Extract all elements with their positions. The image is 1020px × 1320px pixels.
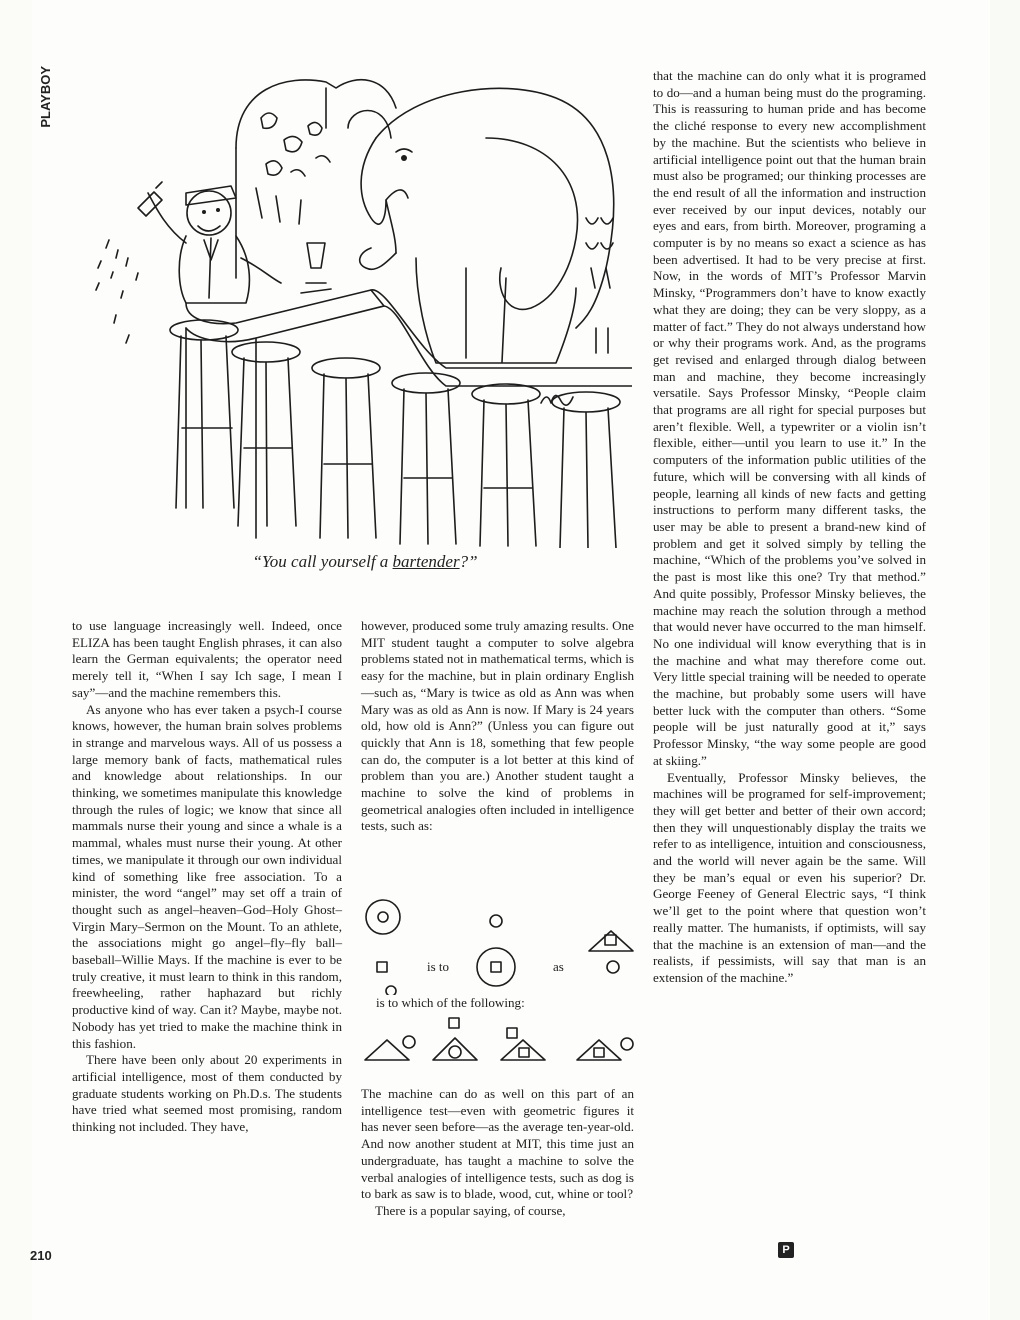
page-left-margin (0, 0, 32, 1320)
analogy-triangle (589, 931, 633, 951)
paragraph: that the machine can do only what it is programed to do—and a human being must do the programing. This is reassuring to human pride and has become the cliché response to every new accomplishment by the machine. But the scientists who believe in artificial intelligence point out that the human brain must also be programed; our thinking processes are the end result of all the information and instruction ever received by our input devices, notably our eyes and ears, from birth. Moreover, programing a computer is by no means so exact a science as has been advertised. It had to be very precise at first. Now, in the words of MIT’s Professor Marvin Minsky, “Programmers don’t have to know exactly what they are doing; they can be very sloppy, as a matter of fact.” They do not always understand how or why their programs work. And, as the programs get revised and enlarged through dialog between man and machine, they become increasingly versatile. Says Professor Minsky, “People claim that programs are all right for special purposes but aren’t flexible. Well, a typewriter or a violin isn’t flexible, either—until you learn to use it.” In the computers of the information public utilities of the future, which will be conversing with all kinds of people, learning all kinds of new facts and getting instructions to perform many different tasks, the user may be able to present a brand-new kind of problem and get it solved simply by telling the machine, “Which of the problems you’ve solved in the past is most like this one? Try that method.” And quite possibly, Professor Minsky believes, the machine may reach the solution through a method that would never have occurred to the man himself. No one individual will know everything that is in the machine and what may therefore come out. Very little special training will be needed to operate the machine, but probably some users will have better luck with the computer than others. “Some people will be just naturally good at it,” says Professor Minsky, “the way some people are good at skiing.” (653, 68, 926, 768)
text-column-2-bottom (361, 1086, 634, 1220)
page-number: 210 (30, 1248, 52, 1263)
paragraph: As anyone who has ever taken a psych-I course knows, however, the human brain solves problems in strange and marvelous ways. All of us possess a large memory bank of facts, mathematical rules and knowledge about relationships. In our thinking, we sometimes manipulate this knowledge through the rules of logic; we know that since all mammals nurse their young and since a whale is a mammal, whales must nurse their young. At other times, we manipulate it through our own individual kind of something like free association. To a minister, the word “angel” may set off a train of thought such as angel–heaven–God–Holy Ghost–Virgin Mary–Sermon on the Mount. To an athlete, the associations might go angel–fly–fly ball–baseball–Willie Mays. If the machine is ever to be truly creative, it must learn to think in this random, freewheeling, rather haphazard but richly productive kind of way. Can it? Maybe, maybe not. Nobody has yet tried to make the machine think in this fashion. (72, 701, 342, 1051)
playboy-end-mark-icon: P (778, 1242, 794, 1258)
answer-option-3 (501, 1028, 545, 1060)
paragraph: however, produced some truly amazing results. One MIT student taught a computer to solve algebra problems stated not in mathematical terms, which is easy for the machine, but in plain ordinary English—such as, “Mary is twice as old as Ann was when Mary was as old as Ann is now. If Mary is 24 years old, how old is Ann?” (Unless you can figure out quickly that Ann is 18, something that few people can do, the computer is a lot better at this kind of problem than you are.) Another student taught a machine to solve the kind of problems in geometrical analogies often included in intelligence tests, such as: (361, 618, 634, 834)
paragraph: Eventually, Professor Minsky believes, the machines will be programed for self-improvement; they will get better and better of their own accord; then they will unquestionably display the traits we refer to as intelligence, intuition and consciousness, and the world will never again be the same. Will they be man’s equal or even his superior? Dr. George Feeney of General Electric says, “I think we’ll get to the point where that question won’t really matter. The humanists, if optimists, will say that the machine is an extension of man—and the realists, if pessimists, will say that man is an extension of the machine.” (653, 769, 926, 985)
masthead: PLAYBOY (38, 66, 53, 128)
analogy-circle-small (378, 912, 388, 922)
answer-option-2 (433, 1018, 477, 1060)
analogy-as: as (553, 959, 564, 974)
geometric-analogy-figure (361, 895, 641, 995)
shelf-glasses (586, 218, 613, 353)
back-bar-arch (236, 80, 396, 148)
cartoon-caption (150, 552, 580, 572)
caption-text-end: ?” (459, 552, 478, 571)
mirror-crowd (261, 113, 330, 176)
caption-text-start: “You call yourself a (252, 552, 393, 571)
text-column-1 (72, 618, 342, 1136)
bartender-body (179, 236, 249, 303)
paragraph: The machine can do as well on this part of an intelligence test—even with geometric figures it has never seen before—as the average ten-year-old. And now another student at MIT, this time just an undergraduate, has taught a machine to solve the verbal analogies of intelligence tests, such as dog is to bark as saw is to blade, wood, cut, whine or tool? (361, 1086, 634, 1202)
answer-option-1 (365, 1036, 415, 1060)
bar-stools (170, 320, 620, 548)
cartoon-illustration (86, 68, 632, 548)
paragraph: There is a popular saying, of course, (375, 1202, 566, 1218)
splashes (96, 240, 138, 343)
text-column-3 (653, 68, 926, 987)
answer-option-4 (577, 1038, 633, 1060)
paragraph: to use language increasingly well. Indeed, once ELIZA has been taught English phrases, it can also learn the German equivalents; the operator need merely tell it, “When I say Ich sage, I mean I say”—and the machine remembers this. (72, 618, 342, 700)
page-right-margin (990, 0, 1020, 1320)
bar-counter (186, 290, 384, 342)
analogy-circle-large (366, 900, 400, 934)
analogy-is-to: is to (427, 959, 450, 974)
text-column-2-top (361, 618, 634, 835)
analogy-square (377, 962, 387, 972)
caption-underlined-word: bartender (392, 552, 460, 571)
analogy-small-circle (490, 915, 502, 927)
analogy-circle-square (477, 948, 515, 986)
analogy-question: is to which of the following: (376, 995, 525, 1010)
paragraph: There have been only about 20 experiments in artificial intelligence, most of them conducted by graduate students working on Ph.D.s. The students have tried what seemed most promising, random thinking not included. They have, (72, 1052, 342, 1135)
analogy-right-circle (607, 961, 619, 973)
bartender-head (187, 191, 231, 235)
elephant (376, 88, 614, 328)
analogy-answer-options (361, 1014, 641, 1066)
cocktail-glass (301, 243, 331, 293)
